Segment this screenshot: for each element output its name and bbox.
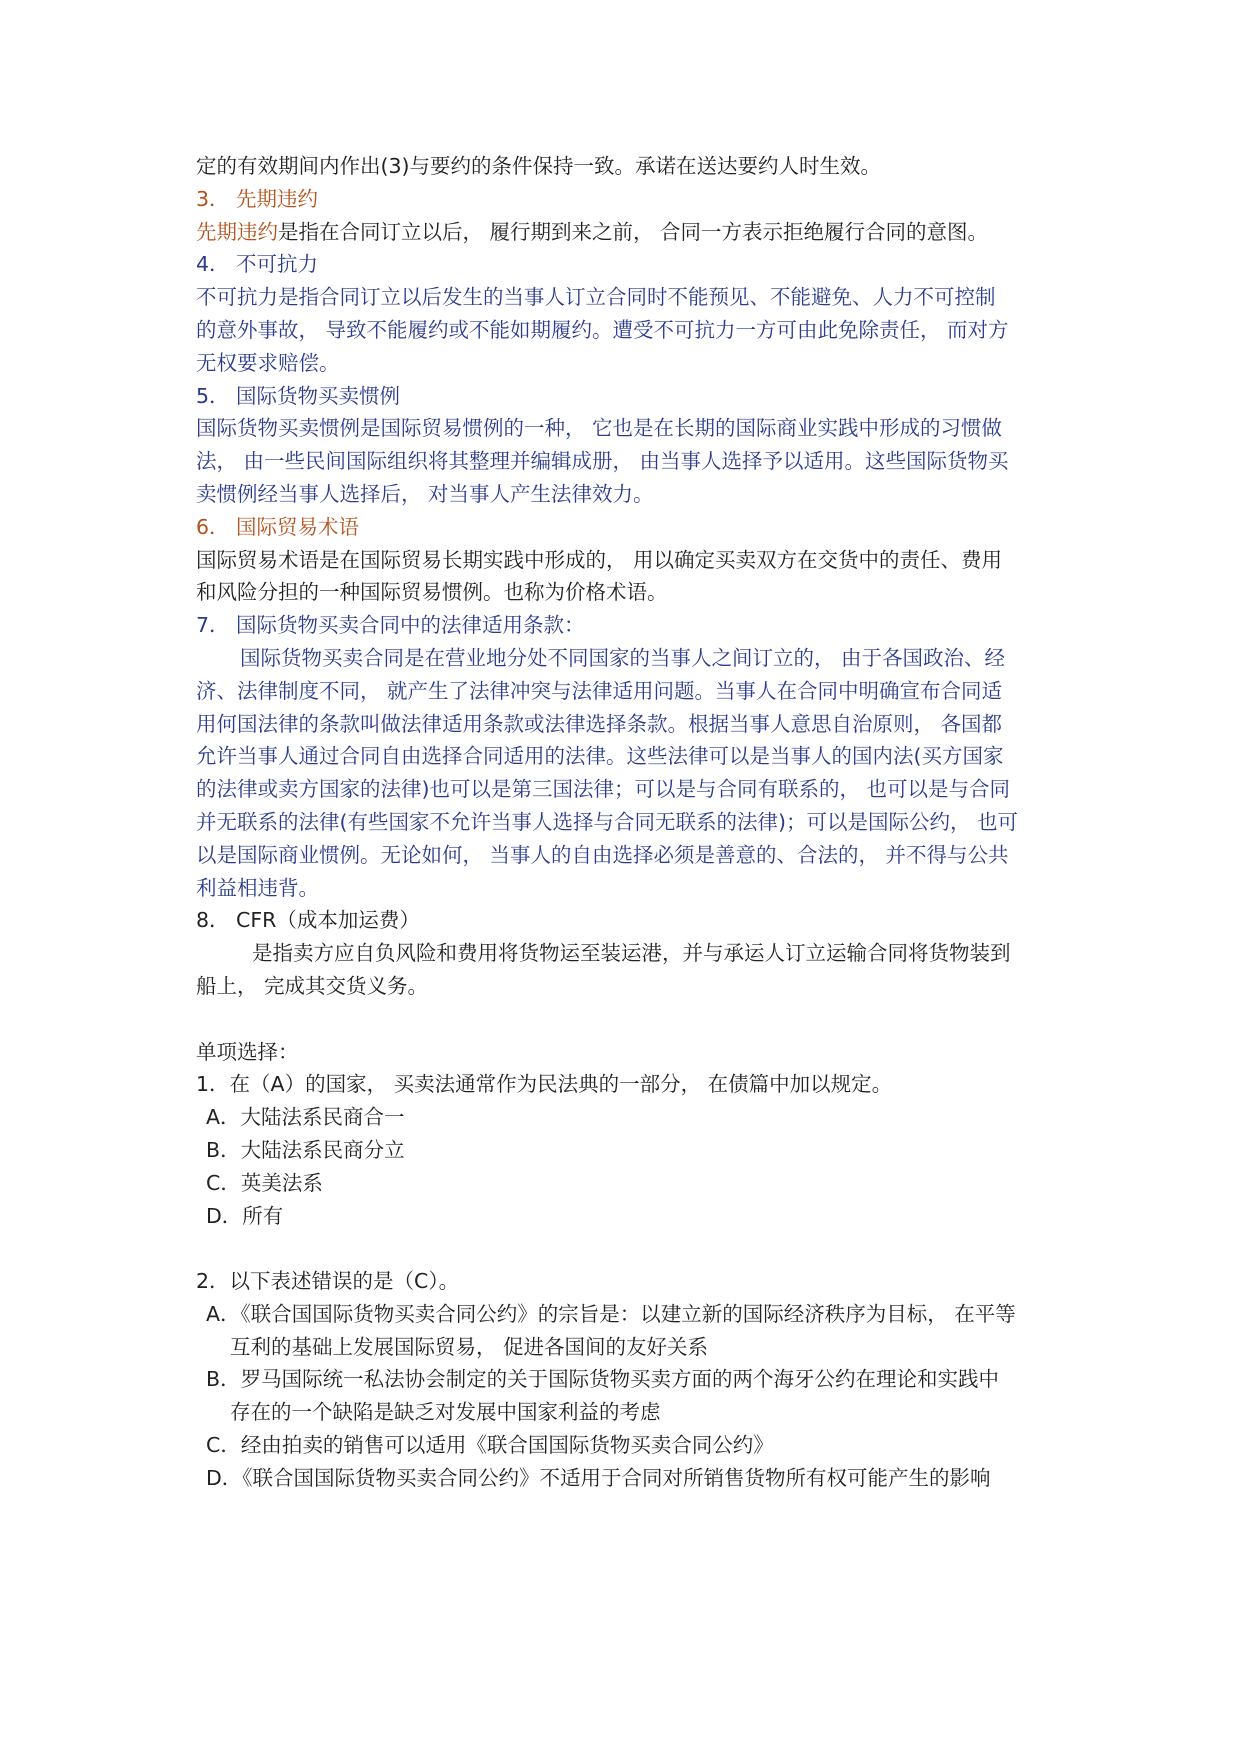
term-body-line: 法， 由一些民间国际组织将其整理并编辑成册， 由当事人选择予以适用。这些国际货物买: [196, 449, 1009, 474]
term-body-line: 和风险分担的一种国际贸易惯例。也称为价格术语。: [196, 580, 668, 605]
question-option: B．大陆法系民商分立: [206, 1137, 405, 1162]
question-option: C．英美法系: [206, 1170, 323, 1195]
question-stem: 1．在（A）的国家， 买卖法通常作为民法典的一部分， 在债篇中加以规定。: [196, 1072, 893, 1097]
question-stem: 2．以下表述错误的是（C）。: [196, 1269, 460, 1294]
term-body-line: 国际贸易术语是在国际贸易长期实践中形成的， 用以确定买卖双方在交货中的责任、费用: [196, 547, 1003, 572]
mcq-title: 单项选择：: [196, 1039, 299, 1064]
term-body-line: 用何国法律的条款叫做法律适用条款或法律选择条款。根据当事人意思自治原则， 各国都: [196, 711, 1003, 736]
question-option: B．罗马国际统一私法协会制定的关于国际货物买卖方面的两个海牙公约在理论和实践中: [206, 1367, 1000, 1392]
spacer: [196, 1003, 1058, 1036]
question-option: C．经由拍卖的销售可以适用《联合国国际货物买卖合同公约》: [206, 1433, 774, 1458]
question-option: D．所有: [206, 1203, 284, 1228]
term-body-line: 无权要求赔偿。: [196, 350, 340, 375]
term-body-line: 允许当事人通过合同自由选择合同适用的法律。这些法律可以是当事人的国内法(买方国家: [196, 744, 1004, 769]
term-body-line: 是指卖方应自负风险和费用将货物运至装运港，并与承运人订立运输合同将货物装到: [252, 941, 1011, 966]
term-body-line: 利益相违背。: [196, 875, 319, 900]
term-heading-cfr: 8． CFR（成本加运费）: [196, 908, 420, 933]
intro-fragment: 定的有效期间内作出(3)与要约的条件保持一致。承诺在送达要约人时生效。: [196, 154, 882, 178]
term-heading-trade-usage: 5． 国际货物买卖惯例: [196, 383, 401, 408]
question-option: A．大陆法系民商合一: [206, 1105, 405, 1130]
question-option-continued: 互利的基础上发展国际贸易， 促进各国间的友好关系: [230, 1334, 709, 1359]
term-heading-force-majeure: 4． 不可抗力: [196, 252, 319, 277]
term-heading-anticipatory-breach: 3． 先期违约: [196, 186, 319, 211]
term-body-line: 的意外事故， 导致不能履约或不能如期履约。遭受不可抗力一方可由此免除责任， 而对方: [196, 317, 1009, 342]
term-body-line: 以是国际商业惯例。无论如何， 当事人的自由选择必须是善意的、合法的， 并不得与公共: [196, 842, 1009, 867]
question-option: D．《联合国国际货物买卖合同公约》不适用于合同对所销售货物所有权可能产生的影响: [206, 1465, 991, 1490]
term-body-line: 不可抗力是指合同订立以后发生的当事人订立合同时不能预见、不能避免、人力不可控制: [196, 285, 996, 310]
term-body-anticipatory-breach: [196, 216, 1058, 249]
question-option: A．《联合国国际货物买卖合同公约》的宗旨是：以建立新的国际经济秩序为目标， 在平等: [206, 1301, 1016, 1326]
term-body-line: 并无联系的法律(有些国家不允许当事人选择与合同无联系的法律)；可以是国际公约， 也可: [196, 809, 1019, 834]
term-body-line: 卖惯例经当事人选择后， 对当事人产生法律效力。: [196, 481, 654, 506]
term-body-line: 济、法律制度不同， 就产生了法律冲突与法律适用问题。当事人在合同中明确宣布合同适: [196, 678, 1003, 703]
term-heading-applicable-law: 7． 国际货物买卖合同中的法律适用条款：: [196, 613, 585, 638]
term-heading-trade-terms: 6． 国际贸易术语: [196, 514, 360, 539]
spacer: [196, 1232, 1058, 1265]
term-keyword: 先期违约: [196, 219, 278, 244]
term-body-line: 船上， 完成其交货义务。: [196, 973, 429, 998]
term-body-line: 国际货物买卖惯例是国际贸易惯例的一种， 它也是在长期的国际商业实践中形成的习惯做: [196, 416, 1003, 441]
term-body-line: 国际货物买卖合同是在营业地分处不同国家的当事人之间订立的， 由于各国政治、经: [240, 645, 1006, 670]
term-definition: 是指在合同订立以后， 履行期到来之前， 合同一方表示拒绝履行合同的意图。: [278, 219, 989, 244]
question-option-continued: 存在的一个缺陷是缺乏对发展中国家利益的考虑: [230, 1400, 661, 1425]
document-page: [196, 150, 1058, 1495]
term-body-line: 的法律或卖方国家的法律)也可以是第三国法律；可以是与合同有联系的， 也可以是与合同: [196, 777, 1011, 802]
